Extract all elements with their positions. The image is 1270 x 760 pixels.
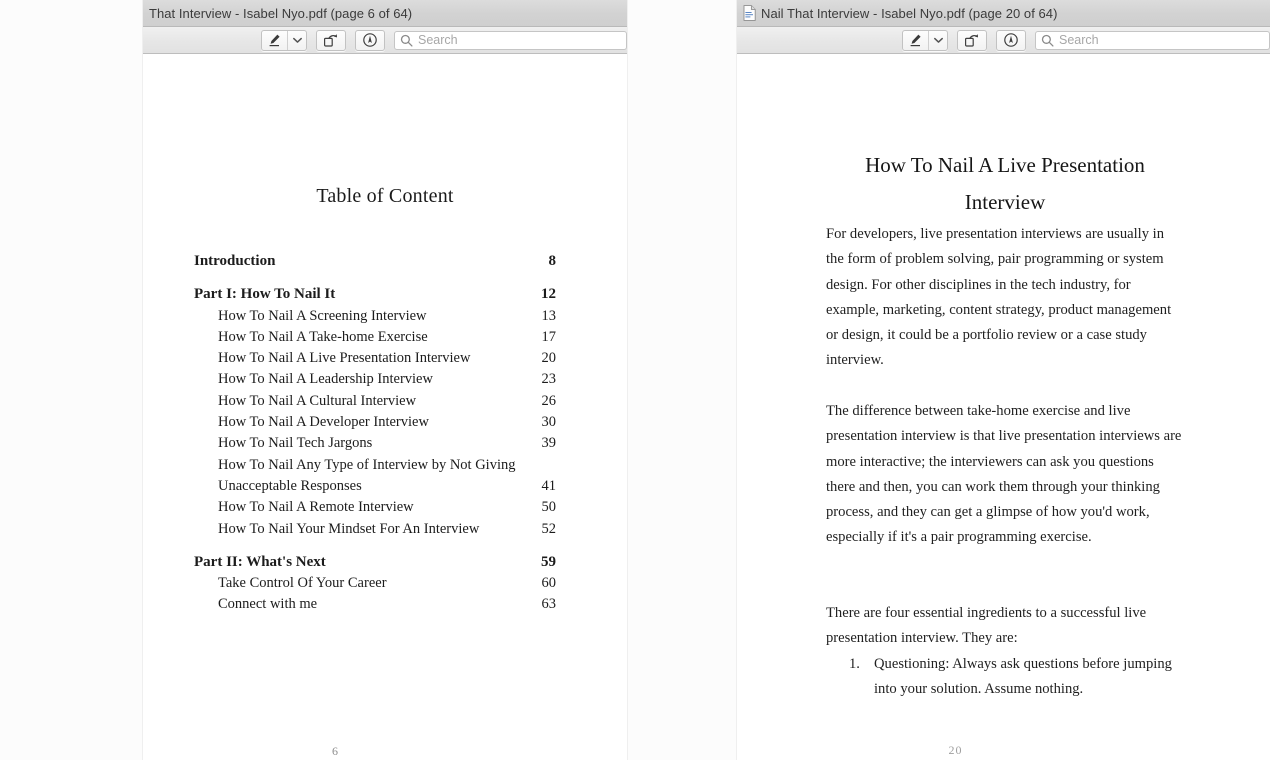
page-title: Table of Content <box>316 185 454 207</box>
toc-entry-label: Part I: How To Nail It <box>194 286 336 303</box>
page-folio-number: 20 <box>948 743 963 757</box>
toc-entry[interactable] <box>194 519 556 540</box>
toc-entry-label: How To Nail A Screening Interview <box>218 307 427 324</box>
toc-entry-page: 23 <box>541 371 556 388</box>
toc-entry[interactable] <box>194 455 556 498</box>
search-icon <box>1041 34 1054 47</box>
paragraph-1-block <box>826 222 1182 374</box>
toc-entry-label: How To Nail A Leadership Interview <box>218 371 433 388</box>
toc-entry-label: How To Nail A Developer Interview <box>218 414 429 431</box>
chapter-title: How To Nail A Live Presentation Interview <box>865 153 1145 214</box>
list-item <box>826 652 1182 703</box>
toc-entry-label: Take Control Of Your Career <box>218 575 387 592</box>
rotate-icon[interactable] <box>957 30 987 51</box>
chevron-down-icon[interactable] <box>928 31 947 50</box>
pdf-document-icon <box>743 5 756 21</box>
toc-entry-label: How To Nail Any Type of Interview by Not Giving <box>218 456 516 473</box>
toc-spacer <box>194 272 556 284</box>
markup-annotate-icon[interactable] <box>996 30 1026 51</box>
chevron-down-icon[interactable] <box>287 31 306 50</box>
toc-entry[interactable] <box>194 594 556 615</box>
toolbar-left <box>143 27 627 54</box>
search-icon <box>400 34 413 47</box>
pdf-page-area-left[interactable] <box>143 55 627 760</box>
toc-entry-page: 8 <box>548 253 556 269</box>
ingredients-list <box>826 652 1182 703</box>
titlebar-left[interactable] <box>143 0 627 27</box>
annotate-tool-group-right[interactable] <box>902 30 948 51</box>
toc-entry-page: 26 <box>541 392 556 409</box>
toc-entry-label: How To Nail Your Mindset For An Interview <box>218 520 480 537</box>
paragraph-3: There are four essential ingredients to a successful live presentation interview. They are: <box>826 605 1147 647</box>
toc-entry[interactable] <box>194 433 556 454</box>
paragraph-2: The difference between take-home exercise and live presentation interview is that live presentation interviews are more interactive; the interviewers can ask you questions there and then, you can work them through your thinking process, and they can get a glimpse of how you'd work, especially if it's a pair programming exercise. <box>826 403 1182 546</box>
markup-annotate-icon[interactable] <box>355 30 385 51</box>
toc-entry-page: 13 <box>541 307 556 324</box>
pdf-page-6 <box>143 55 627 760</box>
toc-entry[interactable] <box>194 306 556 327</box>
toc-entry-label: How To Nail Tech Jargons <box>218 435 373 452</box>
toc-entry-page: 12 <box>541 286 556 303</box>
toc-entry-page: 30 <box>541 414 556 431</box>
highlighter-pen-icon[interactable] <box>903 31 928 50</box>
toc-entry[interactable] <box>194 369 556 390</box>
titlebar-right[interactable] <box>737 0 1270 27</box>
toc-entry-page: 39 <box>541 435 556 452</box>
pdf-window-left[interactable] <box>143 0 627 760</box>
pdf-page-20 <box>737 55 1270 760</box>
toolbar-right <box>737 27 1270 54</box>
toc-entry-page: 17 <box>541 328 556 345</box>
toc-entry[interactable] <box>194 497 556 518</box>
toc-entry[interactable] <box>194 412 556 433</box>
toc-entry-label: Connect with me <box>218 596 318 613</box>
rotate-icon[interactable] <box>316 30 346 51</box>
list-item-text: Questioning: Always ask questions before jumping into your solution. Assume nothing. <box>874 655 1172 697</box>
highlighter-pen-icon[interactable] <box>262 31 287 50</box>
list-item-marker: 1. <box>849 655 860 672</box>
search-placeholder-right: Search <box>1059 33 1099 47</box>
toc-entry[interactable] <box>194 391 556 412</box>
toc-entry[interactable] <box>194 251 556 272</box>
window-title-right: Nail That Interview - Isabel Nyo.pdf (page 20 of 64) <box>761 5 1058 21</box>
toc-entry-label: How To Nail A Remote Interview <box>218 499 414 516</box>
toc-entry[interactable] <box>194 552 556 573</box>
toc-entry-page: 60 <box>541 575 556 592</box>
search-input[interactable] <box>1035 31 1270 50</box>
pdf-window-right[interactable] <box>737 0 1270 760</box>
toc-entry[interactable] <box>194 284 556 305</box>
search-placeholder-left: Search <box>418 33 458 47</box>
toc-entry[interactable] <box>194 573 556 594</box>
paragraph-3-block <box>826 601 1182 702</box>
toc-entry[interactable] <box>194 348 556 369</box>
toc-entry-label: How To Nail A Live Presentation Interview <box>218 350 471 367</box>
toc-entry-page: 20 <box>541 350 556 367</box>
toc-entry-page: 52 <box>541 520 556 537</box>
toc-entry-page: 50 <box>541 499 556 516</box>
window-title-left: That Interview - Isabel Nyo.pdf (page 6 of 64) <box>149 5 413 21</box>
toc-entry-page: 59 <box>541 553 556 570</box>
toc-entry-page: 41 <box>541 477 556 494</box>
toc-entry-label: How To Nail A Cultural Interview <box>218 392 417 409</box>
paragraph-1: For developers, live presentation interviews are usually in the form of problem solving, pair programming or system design. For other disciplines in the tech industry, for example, marketing, content strategy, product management or design, it could be a portfolio review or a case study interview. <box>826 226 1172 369</box>
toc-entry-label: Introduction <box>194 253 276 269</box>
page-folio-number: 6 <box>332 744 338 758</box>
toc-entry-label: Part II: What's Next <box>194 553 326 570</box>
pdf-page-area-right[interactable] <box>737 55 1270 760</box>
toc-spacer <box>194 540 556 552</box>
paragraph-2-block <box>826 399 1182 551</box>
search-input[interactable] <box>394 31 627 50</box>
annotate-tool-group-left[interactable] <box>261 30 307 51</box>
toc-entry-page: 63 <box>541 596 556 613</box>
toc-entry-label: Unacceptable Responses <box>218 477 362 494</box>
toc-entry[interactable] <box>194 327 556 348</box>
toc-entry-label: How To Nail A Take-home Exercise <box>218 328 428 345</box>
table-of-contents <box>194 251 556 616</box>
